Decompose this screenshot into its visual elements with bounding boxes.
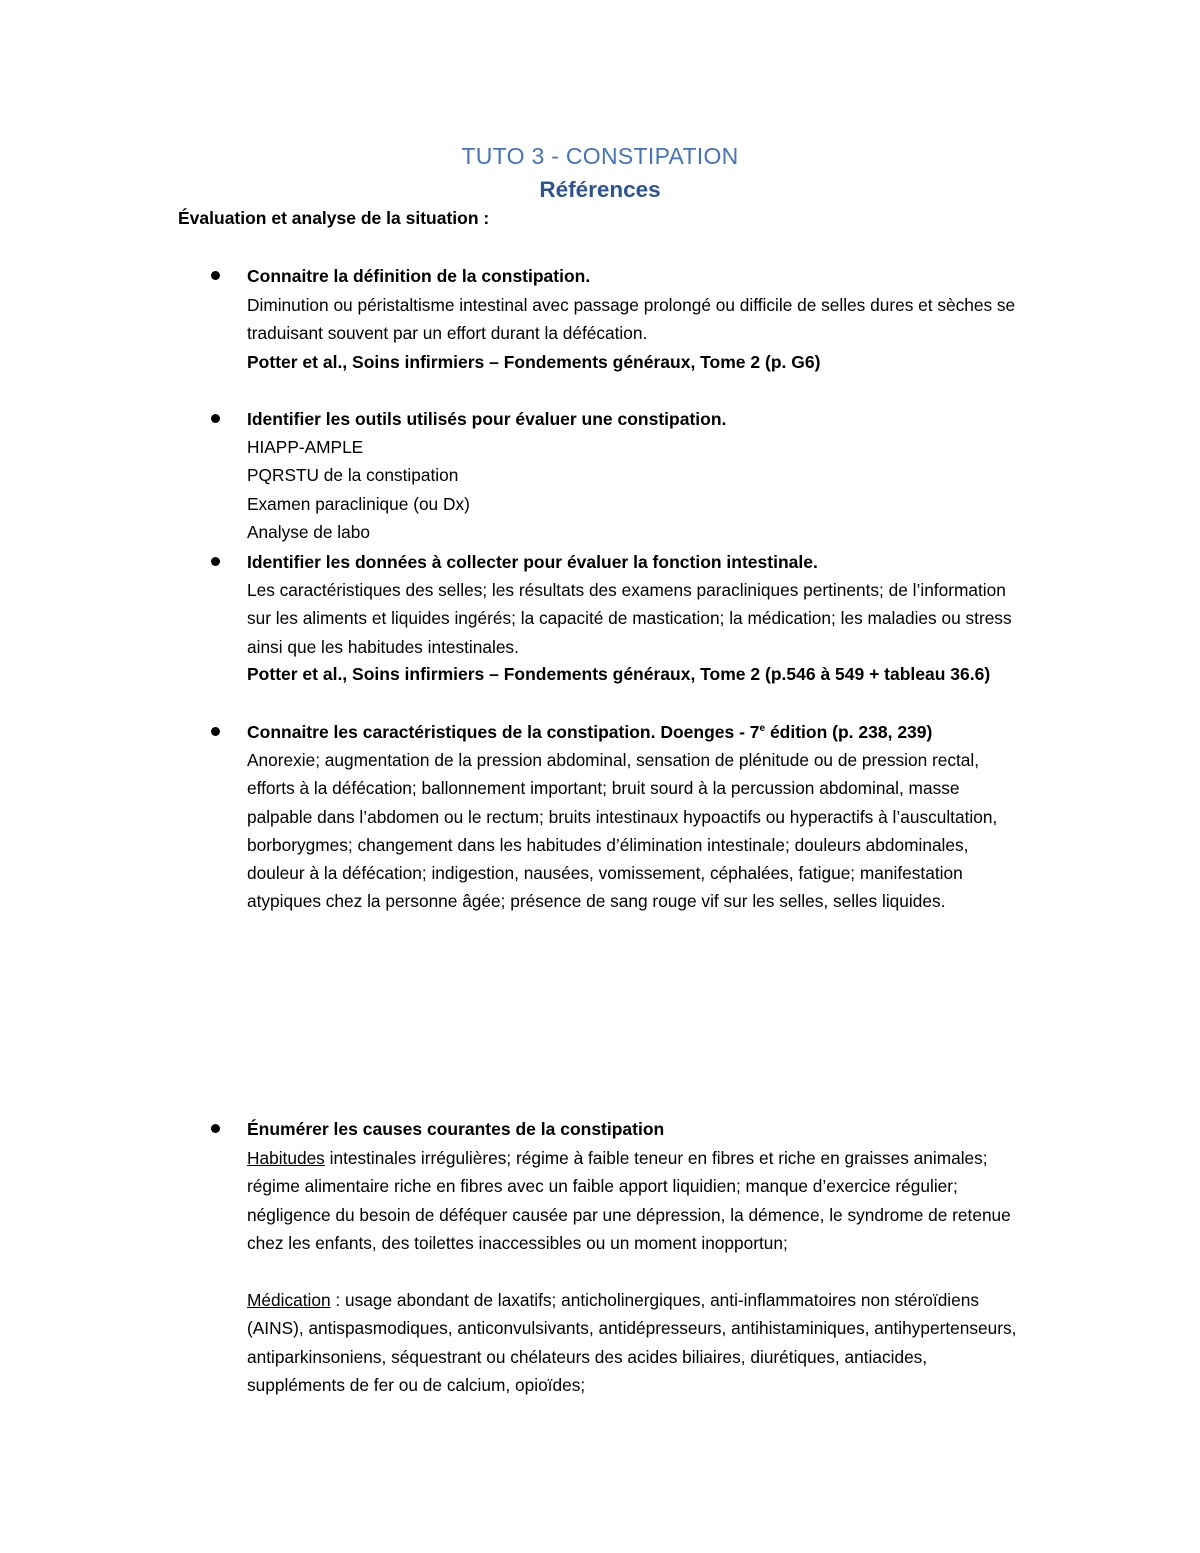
item-text-data: Les caractéristiques des selles; les résultats des examens paracliniques pertinents; de l’information sur les aliments et liquides ingérés; la capacité de mastication; la médication; les maladies ou stress ainsi que les habitudes intestinales. bbox=[247, 580, 1012, 657]
item-text-habits bbox=[247, 1144, 1027, 1257]
item-heading-definition: Connaitre la définition de la constipation. bbox=[247, 266, 591, 286]
item-text-characteristics: Anorexie; augmentation de la pression abdominal, sensation de plénitude ou de pression rectal, efforts à la défécation; ballonnement important; bruit sourd à la percussion abdominal, masse palpable dans l’abdomen ou le rectum; bruits intestinaux hypoactifs ou hyperactifs à l’auscultation, borborygmes; changement dans les habitudes d’élimination intestinale; douleurs abdominales, douleur à la défécation; indigestion, nausées, vomissement, céphalées, fatigue; manifestation atypiques chez la personne âgée; présence de sang rouge vif sur les selles, selles liquides. bbox=[247, 750, 998, 912]
bullet-icon bbox=[211, 727, 220, 736]
heading-tail: édition (p. 238, 239) bbox=[765, 722, 933, 742]
item-heading-tools: Identifier les outils utilisés pour évaluer une constipation. bbox=[247, 409, 727, 429]
item-reference-data: Potter et al., Soins infirmiers – Fondements généraux, Tome 2 (p.546 à 549 + tableau 36.6) bbox=[247, 664, 991, 684]
list-item: Examen paraclinique (ou Dx) bbox=[247, 493, 470, 514]
list-item: HIAPP-AMPLE bbox=[247, 437, 364, 457]
tools-list bbox=[247, 433, 1027, 546]
bullet-icon bbox=[211, 557, 220, 566]
bullet-icon bbox=[211, 414, 220, 423]
bullet-icon bbox=[211, 271, 220, 280]
item-heading-data: Identifier les données à collecter pour évaluer la fonction intestinale. bbox=[247, 552, 818, 572]
habits-text: intestinales irrégulières; régime à faible teneur en fibres et riche en graisses animales; régime alimentaire riche en fibres avec un faible apport liquidien; manque d’exercice régulier; négligence du besoin de déféquer causée par une dépression, la démence, le syndrome de retenue chez les enfants, des toilettes inaccessibles ou un moment inopportun; bbox=[247, 1148, 1011, 1253]
section-title: Évaluation et analyse de la situation : bbox=[178, 208, 490, 228]
medication-label: Médication bbox=[247, 1290, 331, 1310]
list-item: PQRSTU de la constipation bbox=[247, 465, 459, 486]
heading-superscript: e bbox=[759, 723, 766, 735]
item-heading-causes: Énumérer les causes courantes de la constipation bbox=[247, 1119, 665, 1139]
habits-label: Habitudes bbox=[247, 1148, 325, 1168]
item-reference-definition: Potter et al., Soins infirmiers – Fondements généraux, Tome 2 (p. G6) bbox=[247, 352, 821, 372]
bullet-icon bbox=[211, 1124, 220, 1133]
item-text-medication bbox=[247, 1286, 1027, 1399]
heading-main: Connaitre les caractéristiques de la constipation. Doenges - 7 bbox=[247, 722, 760, 742]
references-heading: Références bbox=[539, 177, 661, 202]
page-title: TUTO 3 - CONSTIPATION bbox=[461, 143, 739, 169]
item-heading-characteristics bbox=[247, 718, 932, 746]
list-item: Analyse de labo bbox=[247, 521, 370, 542]
medication-text: : usage abondant de laxatifs; anticholinergiques, anti-inflammatoires non stéroïdiens (AINS), antispasmodiques, anticonvulsivants, antidépresseurs, antihistaminiques, antihypertenseurs, antiparkinsoniens, séquestrant ou chélateurs des acides biliaires, diurétiques, antiacides, suppléments de fer ou de calcium, opioïdes; bbox=[247, 1290, 1017, 1395]
item-text-definition: Diminution ou péristaltisme intestinal avec passage prolongé ou difficile de selles dures et sèches se traduisant souvent par un effort durant la défécation. bbox=[247, 295, 1016, 344]
